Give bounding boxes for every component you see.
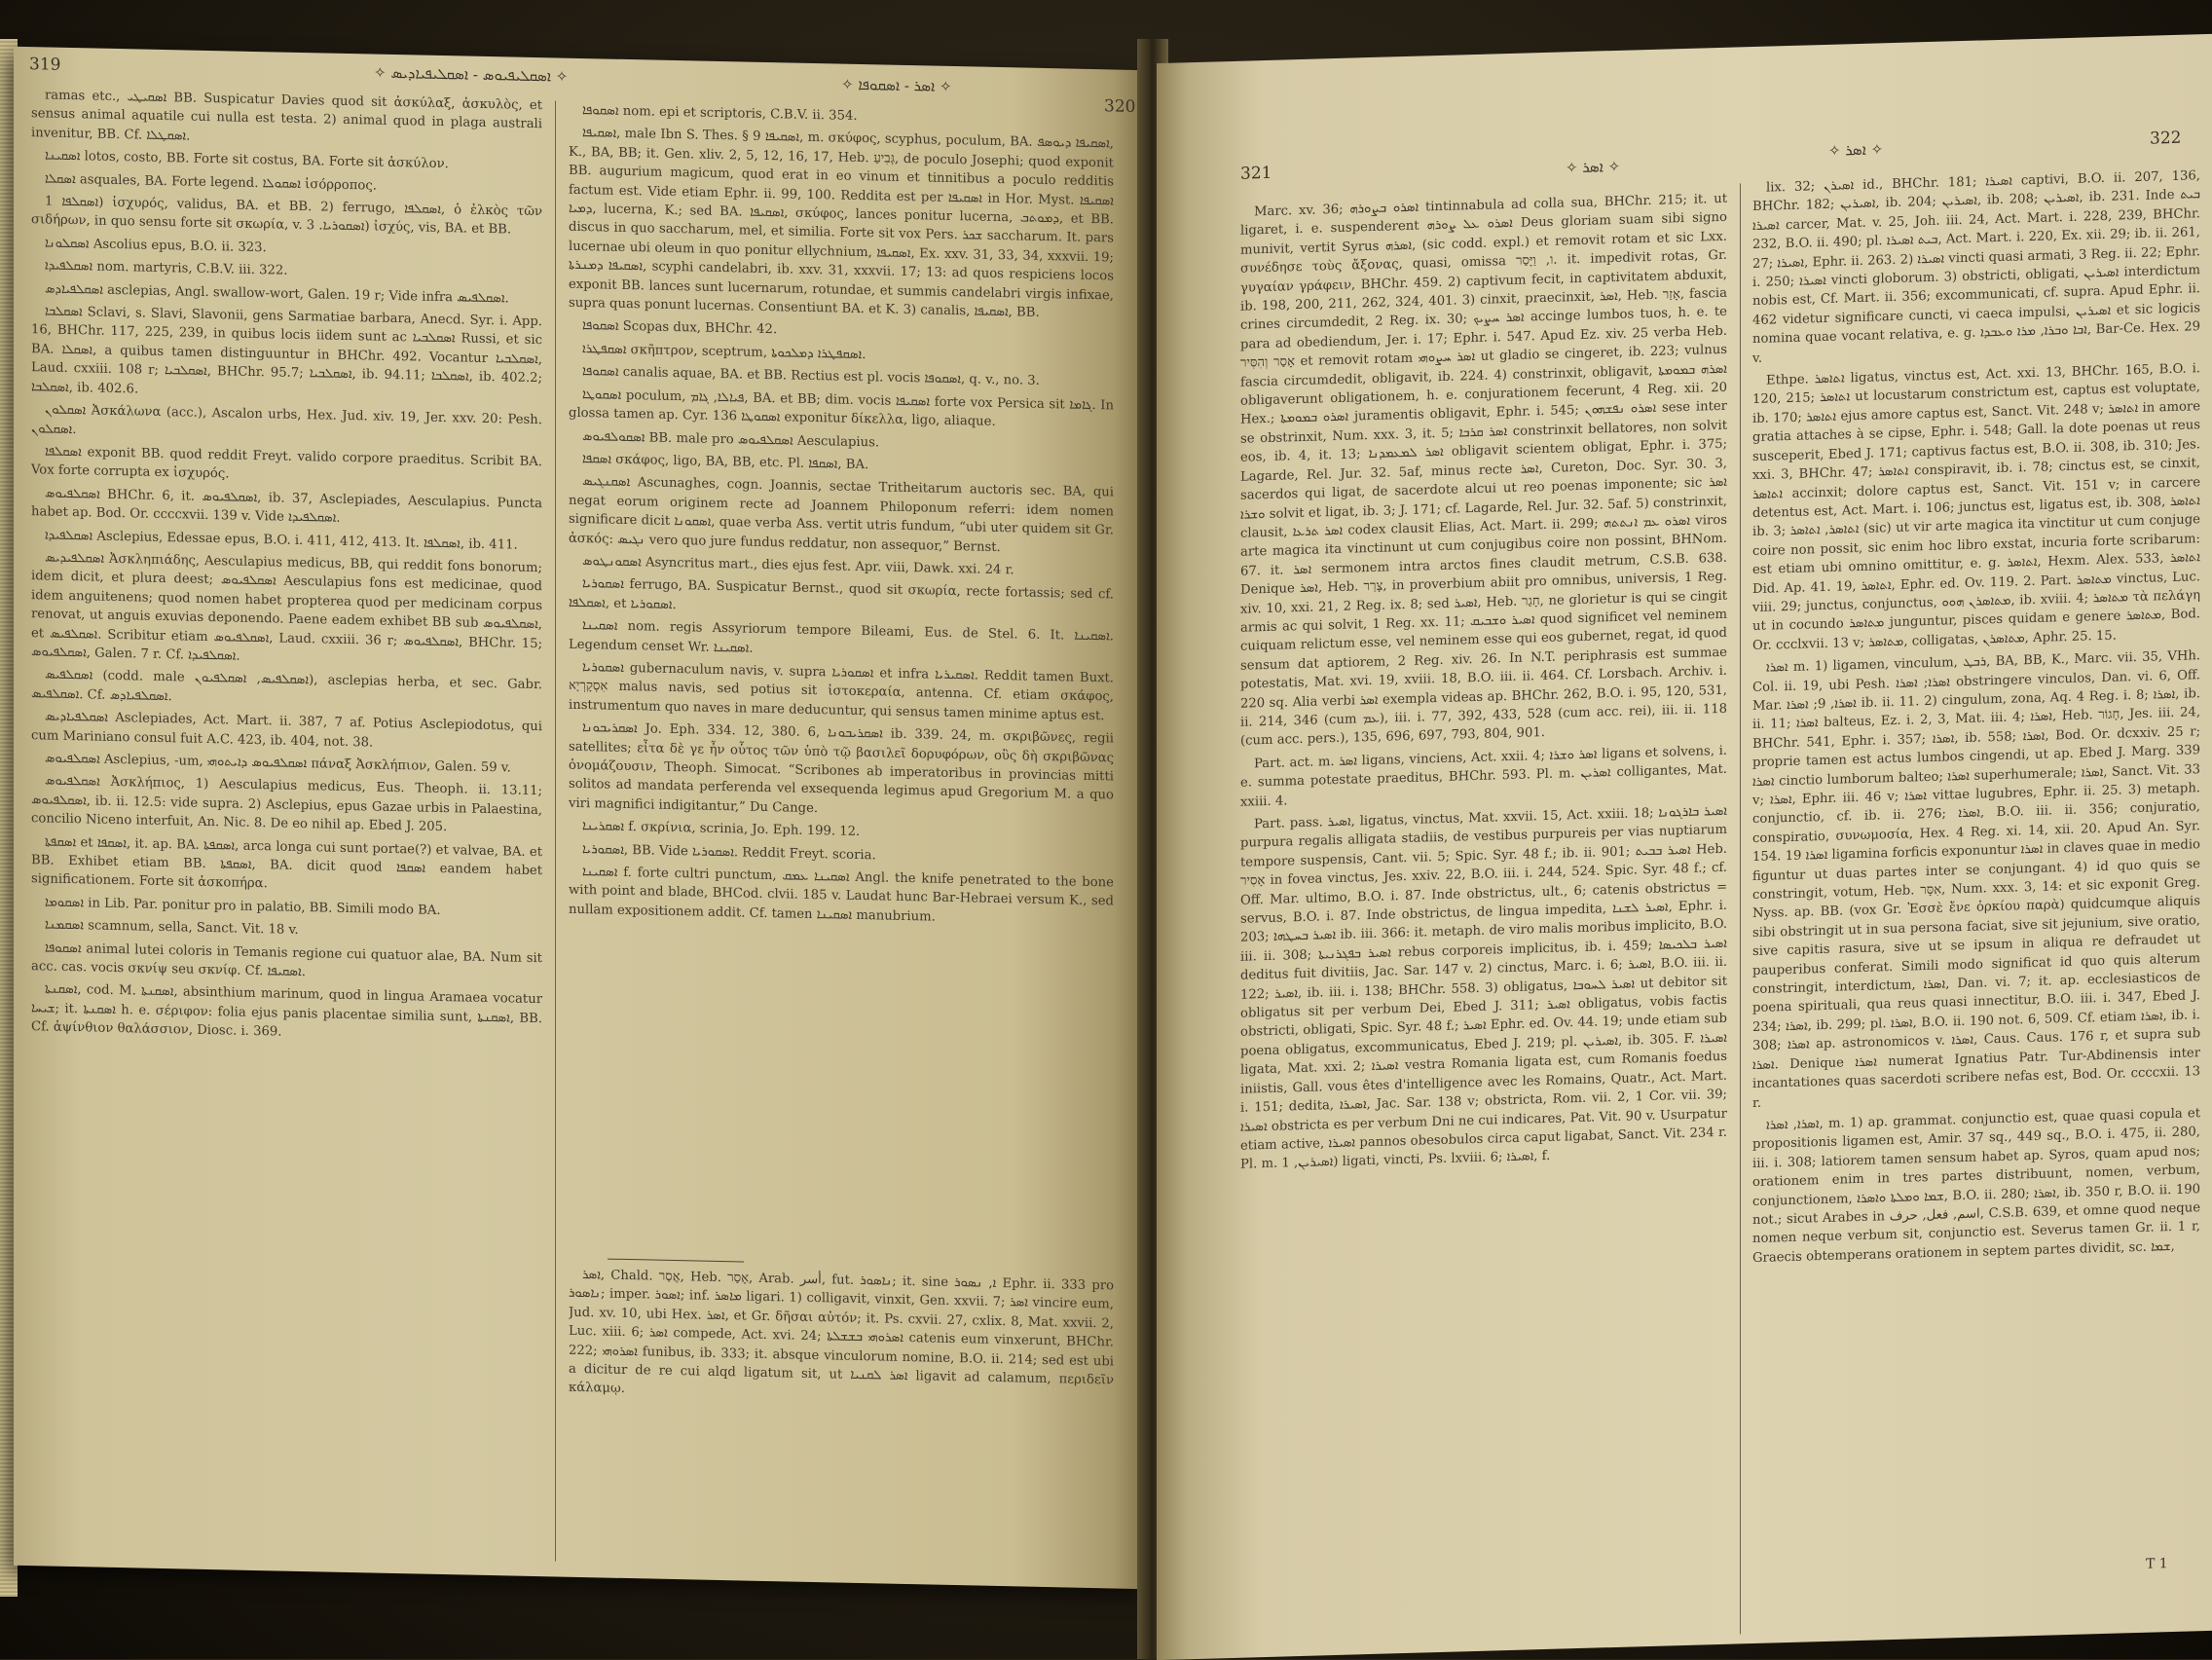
entry: ܐܣܩܠܦܝܘܣ Ἀσκλήπιος, 1) Aesculapius medicus, Eus. Theoph. ii. 13.11; ܐܣܩܠܦܝܘܣ, ib. ii. 12.5: vide supra. 2) Asclepius, epus Gazae urbis in Palaestina, concilio Niceno interfuit, An. Nic. 8. De eo nihil ap. Ebed J. 205.: [31, 773, 542, 835]
page-number-322: 322: [2150, 128, 2182, 149]
running-head-left: ✧ ܐܣܩܠܝܦܝܘܣ - ܐܣܩܠܝܦܝܐܕܝܣ ✧: [374, 63, 569, 86]
entry: ܐܣܩܘܪܝܐ gubernaculum navis, v. supra ܐܣܩܘܪܝܐ et infra ܐܣܩܝܪܝܐ. Reddit tamen Buxt. אִסְקָרְיָא malus navis, sed potius sit ἰστοκεραία, antenna. Cf. etiam σκάφος, instrumentum quo naves in mare deducuntur, qui sensus tamen minime aptus est.: [569, 660, 1114, 724]
entry: ܐܣܩܘܪܝܐ, BB. Vide ܐܣܩܘܪܝܐ. Reddit Freyt. scoria.: [582, 841, 876, 863]
column-rule: [555, 100, 556, 1561]
entry: ܐܣܩܠܒܐ Sclavi, s. Slavi, Slavonii, gens Sarmatiae barbara, Anecd. Syr. i. App. 16, BHChr. 117, 225, 239, in quibus locis iidem sunt ac ܐܣܩܠܒܝܐ Russi, et sic BA. ܐܣܩܠܐ, a quibus tamen distinguuntur in BHChr. 492. Vocantur ܐܣܩܠܒܝܐ, Laud. cxxiii. 108 r; ܐܣܩܠܒܝܐ, BHChr. 95.7; ܐܣܩܠܒܝܐ, ib. 94.11; ܐܣܩܠܒܐ, ib. 402.2; ܐܣܩܠܒܐ, ib. 402.6.: [31, 304, 542, 397]
entry: ܐܣܩܠܦܝܕܐ Asclepius, Edessae epus, B.O. i. 411, 412, 413. It. ܐܣܩܠܦܐ, ib. 411.: [45, 527, 518, 553]
entry: ܐܣܩܦܛܪܐ σκῆπτρον, sceptrum, ܐܣܩܦܛܪܐ ܕܡܠܟܘܬܐ.: [582, 341, 866, 363]
entry: ܐܣܪ, Chald. אֲסַר, Heb. אָסַר, Arab. أسر, fut. ܢܐܣܘܪ; it. sine ܐ, ܢܣܘܪ Ephr. ii. 333 pro ܢܐܣܘܪ; imper. ܐܣܘܪ; inf. ܡܐܣܪ ligari. 1) colligavit, vinxit, Gen. xxvii. 7; ܐܣܪ vincire eum, Jud. xv. 10, ubi Hex. ܐܣܪ, et Gr. δῆσαι αὐτόν; it. Ps. cxvii. 27, cxlix. 8, Mat. xxvii. 2, Luc. xiii. 6; ܐܣܪ compede, Act. xvi. 24; ܐܣܪܘܗܝ ܒܫܫܠܬܐ catenis eum vinxerunt, BHChr. 222; ܐܣܪܘܗܝ funibus, ib. 333; it. absque vinculorum nomine, B.O. ii. 214; sed est ubi a dicitur de re cui alqd ligatum sit, ut ܐܣܪ ܠܩܢܝܐ ligavit ad calamum, περιδεῖν κάλαμῳ.: [569, 1268, 1114, 1397]
signature-mark: T 1: [2146, 1556, 2168, 1572]
running-head-right: ✧ ܐܣܪ - ܐܣܩܘܦܐ ✧: [841, 75, 952, 95]
entry: ܐܣܩܠܦܝܘܣ BHChr. 6, it. ܐܣܩܠܦܝܘܣ, ib. 37, Asclepiades, Aesculapius. Puncta habet ap. Bod. Or. ccccxvii. 139 v. Vide ܐܣܩܠܦܝܕܐ.: [31, 486, 542, 526]
running-head-right-page-left: ✧ ܐܣܪ ✧: [1566, 157, 1621, 177]
entry: ܐܣܩܘܛܐ poculum, ܦܝܐܠܐ, ܓܐܡ, BA. et BB; dim. vocis ܐܣܩܝܦܐ forte vox Persica sit ܓܐܡܐ. In glossa tamen ap. Cyr. 136 ܐܣܩܘܛܐ exponitur δίκελλα, ligo, aliaque.: [569, 387, 1114, 430]
left-page: [14, 47, 1148, 1589]
entry: ܐܣܩܘܦܐ canalis aquae, BA. et BB. Rectius est pl. vocis ܐܣܩܘܦܐ, q. v., no. 3.: [582, 364, 1040, 389]
entry: ܐܣܩܠܦܝܘܣ Asclepius, -um, ܐܣܩܠܦܝܘܣ ܕܐܝܬܘܗܝ πάναξ Ἀσκλήπιον, Galen. 59 v.: [45, 751, 511, 776]
page-number-321: 321: [1240, 163, 1272, 184]
entry: Ethpe. ܐܬܐܣܪ ligatus, vinctus est, Act. xxi. 13, BHChr. 165, B.O. i. 120, 215; ܐܬܐܣܪ ut locustarum constrictum est, captus est voluptate, ib. 170; ܐܬܐܣܪ ejus amore captus est, Sanct. Vit. 248 v; ܐܬܐܣܪ in amore gratia attaches à se cipse, Ephr. i. 548; Gall. la dote poenas ut reus susceperit, Ebed J. 171; captivus factus est, B.O. ii. 308, ib. 310; Jes. xxi. 3, BHChr. 47; ܐܬܐܣܪ conspiravit, ib. i. 78; cinctus est, se cinxit, ܐܬܐܣܪ accinxit; dolore captus est, Sanct. Vit. 151 v; in carcere detentus est, Act. Mart. i. 106; junctus est, ligatus est, ib. 308, ܐܬܐܣܪ ib. 3; ܐܬܐܣܪ, ܐܬܐܣܪ (sic) ut vir arte magica ita vinctitur ut cum conjuge coire non possit, sic enim hoc libro exstat, incuria forte scribarum: est etiam ubi omnino omittitur, e. g. ܐܬܐܣܪ, Hexm. Alex. 533, ܐܬܐܣܪ Did. Ap. 41. 19, ܐܬܐܣܪ, Ephr. ed. Ov. 119. 2. Part. ܡܬܐܣܪ vinctus, Luc. viii. 29; junctus, conjunctus, ܡܬܐܣܪܢ ܗܘܘ, ib. xviii. 4; ܡܬܐܣܪ τὰ πελάγη ut in cocundo ܡܬܐܣܪ junguntur, pisces quidam e genere ܡܬܐܣܪ, Bod. Or. ccclxvii. 13 v; ܡܬܐܣܪ, colligatas, ܡܬܐܣܪܢ, Aphr. 25. 15.: [1752, 361, 2200, 653]
entry: ܐܣܩܘܦܐ Scopas dux, BHChr. 42.: [582, 318, 778, 338]
column-rule: [1740, 183, 1741, 1634]
entry: Part. act. m. ܐܣܪ ligans, vinciens, Act. xxii. 4; ܐܣܪ ܘܫܪܐ ligans et solvens, i. e. summa potestate praeditus, BHChr. 593. Pl. m. ܐܣܪܝܢ colligantes, Mat. xxiii. 4.: [1240, 743, 1727, 810]
right-page-column-2: [1752, 166, 2200, 1562]
right-page: [1157, 34, 2212, 1660]
entry: ܐܣܩܠܦܐ exponit BB. quod reddit Freyt. valido corpore praeditus. Scribit BA. Vox forte corrupta ex ἰσχυρός.: [31, 444, 542, 482]
running-head-right-page-right: ✧ ܐܣܪ ✧: [1828, 140, 1884, 160]
entry: Marc. xv. 36; ܐܣܪܘ ܒܨܘܪܗ tintinnabula ad colla sua, BHChr. 215; it. ut ligaret, i. e. suspenderent ܐܣܪܘ ܥܠ ܨܘܪܗ Deus gloriam suam sibi signo munivit, vertit Syrus ܐܣܪܗ, (sic codd. expl.) et removit rotam et sic Lxx. συνέδησε τοὺς ἄξονας, quasi, omissa ו, וַיָּסַר. it. impedivit rotas, Gr. γυγαίαν γράφειν, BHChr. 459. 2) captivum fecit, in captivitatem abduxit, ib. 198, 200, 211, 262, 324, 401. 3) cinxit, praecinxit, ܐܣܪ, Heb. אָזַר, fascia crines circumdedit, 2 Reg. ix. 30; ܐܣܪ ܚܨܝܟ accinge lumbos tuos, h. e. te para ad obediendum, Jer. i. 17; Ephr. i. 547. Apud Ez. xiv. 25 verba Heb. אָסַר וְהִסִּיר et removit rotam ܐܣܪ ܚܨܘܗܝ ut gladio se cingeret, ib. 223; vulnus fascia circumdedit, obligavit, ib. 224. 4) constrinxit, obligavit, ܐܣܪܗ ܒܡܘܡܬܐ obligaverunt obligationem, h. e. conjurationem fecerunt, 4 Reg. xii. 20 Hex.; ܐܣܪܘ ܒܡܘܡܬܐ juramentis obligavit, Ephr. i. 545; ܐܣܪܘ ܢܦܫܗܘܢ sese inter se obstrinxit, Num. xxx. 3, it. 5; ܐܣܪ ܩܪܒܐ constrinxit bellatores, non solvit eos, ib. 4, it. 13; ܐܣܪ ܠܡܥܡܕܢܐ obligavit scientem obligat, Ephr. i. 375; Lagarde, Rel. Jur. 32. 5af, minus recte ܐܣܪ, Cureton, Doc. Syr. 30. 3, sacerdos qui ligat, de sacerdote alcui ut reo poenas imponente; sic ܐܣܪ ܘܫܪܐ solvit et ligat, ib. 3; J. 171; cf. Lagarde, Rel. Jur. 32. 5af. 5) constrinxit, clausit, ܐܣܪ ܬܪܥܐ codex clausit Elias, Act. Mart. ii. 299; ܐܣܪܘ ܥܡ ܐܢܬܬܗ viros arte magica ita vinctinunt ut cum conjugibus coire non possint, BHNom. 67. it. ܐܣܪ sermonem intra arctos fines claudit metrum, C.S.B. 638. Denique ܐܣܪ, Heb. צָרַר, in proverbium abiit pro omnibus, universis, 1 Reg. xiv. 10, xxi. 21, 2 Reg. ix. 8; sed ܐܣܝܪ, Heb. חָגַר, ne glorietur is qui se cingit armis ac qui solvit, 1 Reg. xx. 11; ܐܣܝܪ ܘܫܒܝܩ quod significet vel neminem cuiquam relictum esse, vel neminem esse qui eos gubernet, regat, id quod sensum dat aptiorem, 2 Reg. xiv. 26. In N.T. periphrasis est summae potestatis, Mat. xvi. 19, xviii. 18, B.O. iii. ii. 464. Cf. Lorsbach. Archiv. i. 220 sq. Alia verbi ܐܣܪ exempla videas ap. BHChr. 262, B.O. i. 95, 120, 531, ii. 214, 346 (cum ܥܡ), iii. i. 77, 392, 433, 528 (cum acc. rei), iii. ii. 118 (cum acc. pers.), 135, 696, 697, 793, 804, 901.: [1240, 191, 1727, 750]
left-page-column-1: [31, 86, 542, 1567]
entry: ܐܣܪܐ, ܐܣܪܐ, m. 1) ap. grammat. conjunctio est, quae quasi copula et propositionis ligamen est, Amir. 37 sq., 449 sq., B.O. i. 475, ii. 280, iii. i. 308; latiorem tamen sensum habet ap. Syros, quam apud nos; orationem enim in tres partes distribuunt, nomen, verbum, conjunctionem, ܫܡܐ ܘܡܠܬܐ ܘܐܣܪܐ, B.O. ii. 280; ܐܣܪܐ, ib. 350 r, B.O. ii. 190 not.; sicut Arabes in اسم, فعل, حرف, C.S.B. 639, et omne quod neque nomen neque verbum sit, conjunctio est. Severus tamen Gr. ii. 1 r, Graecis obtemperans orationem in septem partes dividit, sc. ܫܡܐ,: [1752, 1106, 2200, 1266]
entry: ܐܣܩܘܦܐ animal lutei coloris in Temanis regione cui quatuor alae, BA. Num sit acc. cas. vocis σκνίψ seu σκνίφ. Cf. ܐܣܩܝܦܐ.: [31, 941, 542, 980]
left-page-column-2-lower: [569, 1266, 1114, 1569]
left-page-column-2: [569, 101, 1114, 1262]
entry: ܐܣܩܘܡܐ in Lib. Par. ponitur pro in palatio, BB. Simili modo BA.: [45, 895, 441, 918]
entry: ܐܣܩܢܬܐ, cod. M. ܐܣܩܢܬܐ, absinthium marinum, quod in lingua Aramaea vocatur ܫܝܚܐ; it. ܐܣܩܢܬܐ h. e. σέριφον: folia ejus panis placentae similia sunt, ܐܣܩܢܬܐ, BB. Cf. ἀψίνθιον θαλάσσιον, Diosc. i. 369.: [31, 981, 542, 1040]
entry: ܐܣܩܘܢܛܘܣ Asyncritus mart., dies ejus fest. Apr. viii, Dawk. xxi. 24 r.: [582, 553, 1014, 578]
entry: ܐܣܩܢܓܝܣ Ascunaghes, cogn. Joannis, sectae Tritheitarum auctoris sec. BA, qui negat eorum originem recte ad Joannem Philoponum referri: idem nomen significare dicit ܐܣܩܘܢܐ, quae verba Ass. vertit utris fundum, “ubi uter quidem sit Gr. ἀσκός: ܢܓܝܣ vero quo jure fundus reddatur, non assequor,” Bernst.: [569, 474, 1114, 555]
entry: ܐܣܩܝܢܐ nom. regis Assyriorum tempore Bileami, Eus. de Stel. 6. It. ܐܣܩܝܢܐ. Legendum censet Wr. ܐܣܩܝܢܐ.: [569, 618, 1114, 656]
entry: ܐܣܩܠܘܢ Ἀσκάλωνα (acc.), Ascalon urbs, Hex. Jud. xiv. 19, Jer. xxv. 20: Pesh. ܐܣܩܠܘܢ.: [31, 402, 542, 437]
entry: ramas etc., ܐܣܩܝܛܝ BB. Suspicatur Davies quod sit ἀσκύλαξ, ἀσκυλὸς, et sensus animal aquatile cui nulla est testa. 2) animal quod in plaga australi invenitur, BB. Cf. ܐܣܩܛܠܐ.: [31, 88, 542, 144]
entry: ܐܣܩܝܢܐ f. forte cultri punctum, ܐܣܩܝܢܐ ܥܡܩ Angl. the knife penetrated to the bone with point and blade, BHCod. clvii. 185 v. Laudat hunc Bar-Hebraei versum K., sed nullam expositionem addit. Cf. tamen ܐܣܩܝܢܐ manubrium.: [569, 865, 1114, 925]
page-number-320: 320: [1104, 96, 1136, 117]
entry: ܐܣܩܠܦܝܐܕܝܣ Asclepiades, Act. Mart. ii. 387, 7 af. Potius Asclepiodotus, qui cum Mariniano consul fuit A.C. 423, ib. 404, not. 38.: [31, 709, 542, 751]
entry: ܐܣܩܘܪܝܐ ferrugo, BA. Suspicatur Bernst., quod sit σκωρία, recte fortassis; sed cf. ܐܣܩܠܦܐ, et ܐܣܩܘܪܝܐ.: [569, 576, 1114, 612]
right-page-column-1: [1240, 190, 1727, 1654]
entry: ܐܣܩܠܦܝܐܕܣ asclepias, Angl. swallow-wort, Galen. 19 r; Vide infra ܐܣܩܠܦܝܣ.: [45, 281, 509, 307]
entry: ܐܣܩܠܐ asquales, BA. Forte legend. ܐܣܩܘܠܐ ἰσόρροπος.: [45, 171, 377, 194]
entry: ܐܣܩܪܝܢܐ f. σκρίνια, scrinia, Jo. Eph. 199. 12.: [582, 819, 861, 840]
entry: ܐܣܩܦܐ σκάφος, ligo, BA, BB, etc. Pl. ܐܣܩܦܐ, BA.: [582, 451, 869, 473]
entry: ܐܣܩܡܢܐ scamnum, sella, Sanct. Vit. 18 v.: [45, 917, 299, 939]
entry: ܐܣܩܝܦܐ, male Ibn S. Thes. § 9 ܐܣܩܝܦܐ, m. σκύφος, scyphus, poculum, BA. ܐܣܩܝܦܐ ܕܝܘܣܦ, K., BA, BB; it. Gen. xliv. 2, 5, 12, 16, 17, Heb. גְּבִיעַ, de poculo Josephi; quod exponit BB. augurium magicum, quod erat in eo vinum et tinnitibus a poculo redditis factum est. Vide etiam Ephr. ii. 99, 100. Reddita est per ܐܣܩܝܦܐ in Hor. Myst. ܐܣܩܝܦܐ ܕܡܝܐ, lucerna, K.; sed BA. ܐܣܩܝܦܐ, σκύφος, lances ponitur lucerna, ܕܡܘܬܒ, et BB. discus in quo saccharum, mel, et similia. Forte sit vox Pers. ܫܟܪ saccharum. It. pars lucernae ubi oleum in quo ponitur ellychnium, ܐܣܩܝܦܐ, Ex. xxv. 31, 33, 34, xxxvii. 19; ܐܣܩܝܦܐ ܕܡܢܪܬܐ, scyphi candelabri, ib. xxv. 31, xxxvii. 17; 13: ad quos respiciens locos exponit BB. lances sunt lucernarum, rotundae, et summis candelabri virgis infixae, supra quas ponunt lucernas. Consentiunt BA. et K. 3) canalis, ܐܣܩܝܦܐ, BB.: [569, 126, 1114, 320]
entry: lix. 32; ܐܣܝܪܢ id., BHChr. 181; ܐܣܝܪܐ captivi, B.O. ii. 207, 136, BHChr. 182; ܐܣܝܪܝܢ, ib. 204; ܐܣܝܪܝܢ, ib. 208; ܐܣܝܪܝܢ, ib. 231. Inde ܒܝܬ ܐܣܝܪܐ carcer, Mat. v. 25, Joh. iii. 24, Act. Mart. i. 228, 239, BHChr. 232, B.O. ii. 490; pl. ܒܝܬ ܐܣܝܪܐ, Act. Mart. i. 220, Ex. xii. 29; ib. ii. 261, 27; ܐܣܝܪܐ, Ephr. ii. 263. 2) ܐܣܝܪܐ vincti quasi armati, 3 Reg. ii. 22; Ephr. i. 250; ܐܣܝܪܐ vincti globorum. 3) obstricti, obligati, ܐܣܝܪܝܢ interdictum nobis est, Cf. Mart. ii. 356; excommunicati, cf. supra. Apud Ephr. ii. 462 videtur significare cuncti, vi caeca impulsi, ܐܣܝܪܝܢ et sic logicis nomina quae vocant relativa, e. g. ܐܒܐ ܘܒܪܐ, ܡܪܐ ܘܥܒܕܐ, Bar-Ce. Hex. 29 v.: [1752, 168, 2200, 366]
entry: ܐܣܩܝܢܐ lotos, costo, BB. Forte sit costus, BA. Forte sit ἀσκύλον.: [45, 148, 449, 172]
entry: ܐܣܩܪܝܒܘܢܐ Jo. Eph. 334. 12, 380. 6, ܐܣܩܪܝܒܘܢܐ ib. 339. 24, m. σκριβῶνες, regii satellites; εἶτα δὲ γε ἦν οὗτος τῶν ὑπὸ τῷ βασιλεῖ δορυφόρων, οὓς δὴ σκριβῶνας ὀνομάζουσιν, Theoph. Simocat. “Scribones ab imperatoribus in provincias mitti solitos ad mandata perferenda vel exsequenda legimus apud Gregorium M. a quo viri magnifici indigitantur,” Du Cange.: [569, 720, 1114, 816]
page-number-319: 319: [29, 55, 61, 75]
entry: ܐܣܩܠܦܝܕܝܣ Ἀσκληπιάδης, Aesculapius medicus, BB, qui reddit fons bonorum; idem dicit, et plura deest; ܐܣܩܠܦܝܘܣ Aesculapius fons est medicinae, quod idem anguitenens; quod nomen habet propterea quod per medicinam corpus renovat, ut anguis exuvias deponendo. Paene eadem exhibet BB sub ܐܣܩܠܦܝܘܣ, et ܐܣܩܠܦܝܣ. Scribitur etiam ܐܣܩܠܦܝܘܣ, Laud. cxxiii. 36 r; ܐܣܩܠܦܝܘܣ, BHChr. 15; ܐܣܩܠܦܝܘܣ, Galen. 7 r. Cf. ܐܣܩܠܦܝܕܐ.: [31, 550, 542, 664]
entry: ܐܣܩܠܦܐ 1) ἰσχυρός, validus, BA. et BB. 2) ferrugo, ܐܣܩܠܦܐ, ὁ ἐλκὸς τῶν σιδήρων, in quo sensu forte sit σκωρία, v. ܐܣܩܘܪܝܐ. 3) ἰσχύς, vis, BA. et BB.: [31, 194, 542, 238]
entry: ܐܣܩܠܘܢܐ Ascolius epus, B.O. ii. 323.: [45, 236, 267, 256]
entry: ܐܣܪܐ m. 1) ligamen, vinculum, ܪܒܛ, BA, BB, K., Marc. vii. 35, VHh. Col. ii. 19, ubi Pesh. ܐܣܪܐ; ܐܣܪܐ obstringere vinculos, Dan. vi. 6, Off. Mar. ܐܣܪܐ, 9; ܐܣܪܐ ib. ii. 11. 2) cingulum, zona, Aq. 4 Reg. i. 8; ܐܣܪܐ, ib. ii. 11; ܐܣܪܐ balteus, Ez. i. 2, 3, Mat. iii. 4; ܐܣܪܐ, Heb. חָגוֹר, Jes. iii. 24, BHChr. 541, Ephr. i. 357; ܐܣܪܐ, ib. 558; ܐܣܪܐ, Bod. Or. dcxxiv. 25 r; proprie tamen est actus lumbos cingendi, ut ap. Ebed J. Marg. 339 ܐܣܪܐ cinctio lumborum balteo; ܐܣܪܐ superhumerale; ܐܣܪܐ, Sanct. Vit. 33 v; ܐܣܪܐ, Ephr. iii. 46 v; ܐܣܪܐ vittae lugubres, Ephr. ii. 25. 3) metaph. conjunctio, cf. ib. ii. 276; ܐܣܪܐ, B.O. iii. ii. 356; conjuratio, conspiratio, συνωμοσία, Hex. 4 Reg. xi. 14, xii. 20. Apud An. Syr. 154. 19 ܐܣܪܐ ligamina forficis exponuntur ܐܣܪܐ in claves quae in medio figuntur ut duas partes inter se conjungant. 4) id quo quis se constringit, votum, Heb. אִסָּר, Num. xxx. 3, 14: et sic exponit Greg. Nyss. ap. BB. (vox Gr. Ἐσσὲ ἔνε ὀρκίου παρὰ) quidcumque aliquis sibi obstringit ut in sua persona faciat, sive sit jejunium, sive oratio, sive capitis rasura, sive ut se ipsum in aliqua re defraudet ut pauperibus conferat. Simili modo significat id quo quis alterum constringit, interdictum, ܐܣܪܐ, Dan. vi. 7; it. ap. ecclesiasticos de poena spirituali, qua reus quasi innectitur, B.O. iii. i. 347, Ebed J. 234; ܐܣܪܐ, ib. 299; pl. ܐܣܪܐ, B.O. ii. 190 not. 6, 509. Cf. etiam ܐܣܪܐ, ib. i. 308; ܐܣܪܐ ap. astronomicos v. ܐܣܪܐ, Caus. Caus. 176 r, et supra sub ܐܣܪܐ. Denique ܐܣܪܐ numerat Ignatius Patr. Tur-Abdinensis inter incantationes quas sacerdoti scribere nefas est, Bod. Or. ccccxii. 13 r.: [1752, 648, 2200, 1111]
entry: ܐܣܩܠܦܝܣ (codd. male ܐܣܩܠܦܝܣ, ܐܣܩܠܦܝܘܢ), asclepias herba, et sec. Gabr. ܐܣܩܠܦܝܣ. Cf. ܐܣܩܠܦܝܐܕܣ.: [31, 667, 542, 704]
entry: ܐܣܩܠܦܝܕܐ nom. martyris, C.B.V. iii. 322.: [45, 258, 288, 278]
entry: ܐܣܩܘܠܦܝܘܣ BB. male pro ܐܣܩܠܦܝܘܣ Aesculapius.: [582, 428, 880, 450]
entry: ܐܣܩܘܦܐ nom. epi et scriptoris, C.B.V. ii. 354.: [582, 103, 858, 124]
section-rule: [608, 1259, 744, 1263]
entry: Part. pass. ܐܣܝܪ, ligatus, vinctus, Mat. xxvii. 15, Act. xxiii. 18; ܐܣܝܪ ܒܐܪܓܘܢܐ purpura regalis alligata stadiis, de vestibus purpureis per vias nuptiarum tempore suspensis, Cant. vii. 5; Spic. Syr. 48 f.; ib. ii. 901; ܐܣܝܪ ܒܒܝܬ Heb. אָסִיר in fovea vinctus, Jes. xxiv. 22, B.O. iii. i. 244, 524. Spic. Syr. 48 f.; cf. Off. Mar. ultimo, B.O. i. 87. Inde obstrictus, ult., 6; catenis obstrictus = servus, B.O. i. 87. Inde obstrictus, de lingua impedita, ܐܣܝܪ ܠܫܢܐ, Ephr. i. 203; ܐܣܝܪ ܒܚܛܗܐ ib. iii. 366: it. metaph. de viro malis moribus implicito, B.O. iii. ii. 308; ܐܣܝܪ ܒܦܓܪܢܝܬܐ rebus corporeis implicitus, ib. i. 459; ܐܣܝܪ ܒܠܟܝܣܐ deditus fuit divitiis, Jac. Sar. 147 v. 2) cinctus, Marc. i. 6; ܐܣܝܪ, B.O. iii. ii. 122; ܐܣܝܪ, ib. iii. i. 138; BHChr. 558. 3) obligatus, ܐܣܝܪ ܠܚܘܒܐ ut debitor sit obligatus sit per verbum Dei, Ebed J. 311; ܐܣܝܪ obligatus, vobis factis obstricti, obligati, Spic. Syr. 48 f.; ܐܣܝܪ Ephr. ed. Ov. 44. 19; unde etiam sub poena obligatus, excommunicatus, Ebed J. 219; pl. ܐܣܝܪܝܢ, ib. 305. F. ܐܣܝܪܐ ligata, Mat. xxi. 2; ܐܣܝܪܐ vestra Romania ligata est, cum Romanis foedus iniistis, Gall. vous êtes d'intelligence avec les Romains, Quatr., Act. Mart. i. 151; dedita, ܐܣܝܪܐ, Jac. Sar. 138 v; obstricta, Rom. vii. 2, 1 Cor. vii. 39; ܐܣܝܪܐ obstricta es per verbum Dni ne cui indicares, Pat. Vit. 90 v. Usurpatur etiam active, ܐܣܝܪܐ pannos obesobulos circa caput ligabat, Sanct. Vit. 234 r. Pl. m. ܐܣܝܪܝܢ, 1) ligati, vincti, Ps. lxviii. 6; ܐܣܝܪܐ, f.: [1240, 803, 1727, 1173]
entry: ܐܣܩܦܬܐ et ܐܣܩܦܐ, it. ap. BA. ܐܣܩܦܬܐ, arca longa cui sunt portae(?) et valvae, BA. et BB. Exhibet etiam BB. ܐܣܩܦܬܐ, BA. dicit quod ܐܣܩܦܐ eandem habet significationem. Forte sit ἀσκοπήρα.: [31, 834, 542, 892]
